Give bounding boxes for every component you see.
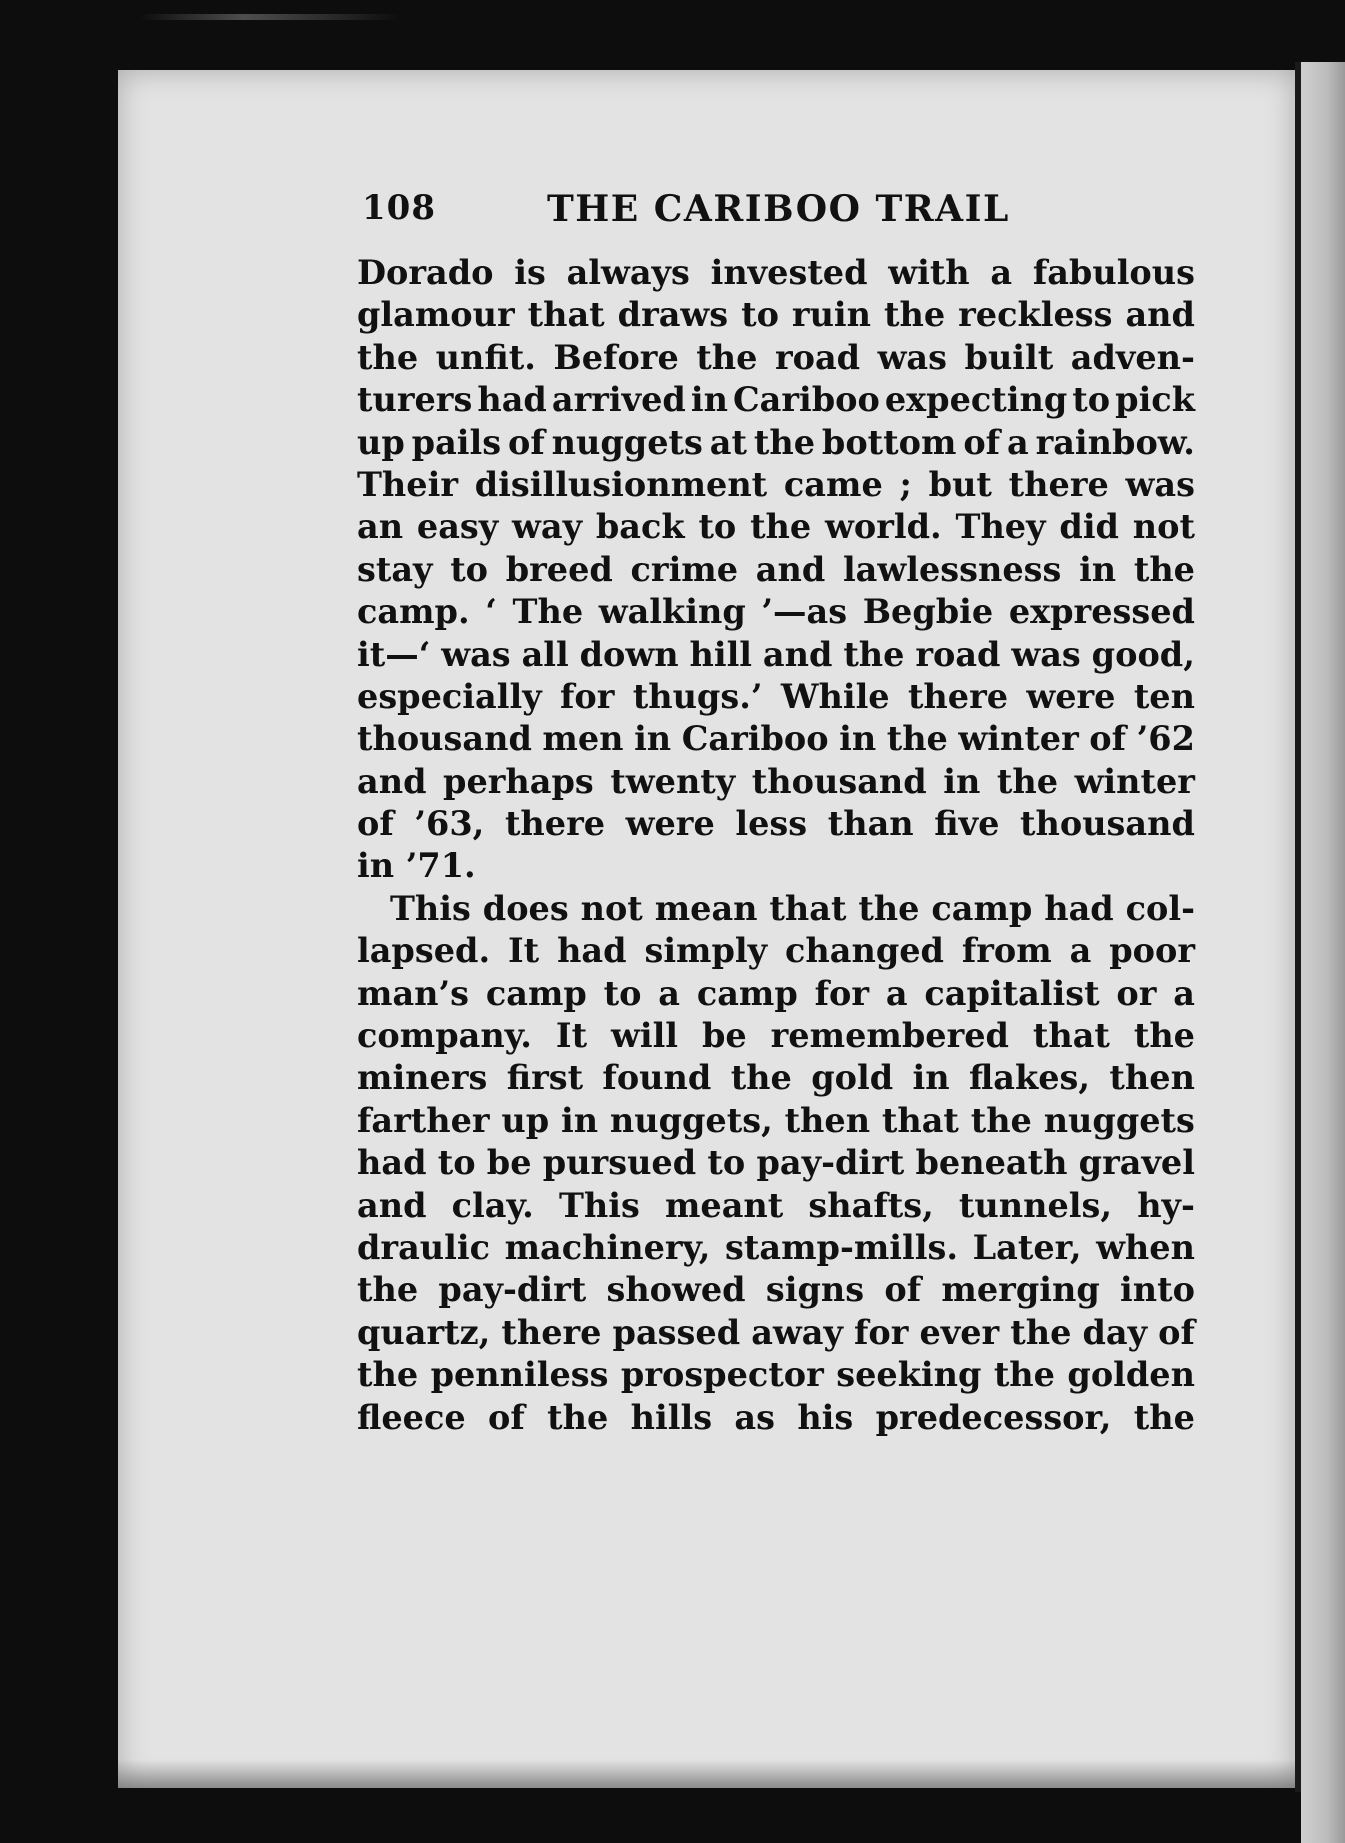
scan-smudge	[140, 14, 400, 20]
text-line: the unfit. Before the road was built adven-	[357, 337, 1195, 377]
page-edge-shadow	[1295, 62, 1301, 1792]
text-line: especially for thugs.’ While there were ten	[357, 676, 1195, 716]
text-line: man’s camp to a camp for a capitalist or a	[357, 973, 1195, 1013]
text-line: thousand men in Cariboo in the winter of ’62	[357, 719, 1195, 759]
text-line: in ’71.	[357, 846, 476, 886]
text-line: fleece of the hills as his predecessor, the	[357, 1397, 1195, 1437]
text-line: This does not mean that the camp had col-	[390, 888, 1195, 928]
text-line: and perhaps twenty thousand in the winter	[357, 761, 1195, 801]
text-line: Dorado is always invested with a fabulous	[357, 253, 1195, 292]
text-line: the pay-dirt showed signs of merging into	[357, 1270, 1195, 1310]
text-line: camp. ‘ The walking ’—as Begbie expressed	[357, 592, 1195, 632]
text-line: turers had arrived in Cariboo expecting to pick	[357, 380, 1195, 420]
text-line: farther up in nuggets, then that the nuggets	[357, 1100, 1195, 1140]
text-line: draulic machinery, stamp-mills. Later, when	[357, 1227, 1195, 1267]
text-line: up pails of nuggets at the bottom of a rainbow.	[357, 422, 1195, 462]
text-line: it—‘ was all down hill and the road was good,	[357, 634, 1195, 674]
page-header	[362, 188, 1012, 238]
text-line: lapsed. It had simply changed from a poor	[357, 931, 1195, 971]
body-text	[357, 252, 1195, 1439]
text-line: quartz, there passed away for ever the day of	[357, 1312, 1195, 1352]
facing-page-edge	[1301, 62, 1345, 1843]
running-head: THE CARIBOO TRAIL	[547, 188, 1010, 230]
text-line: had to be pursued to pay-dirt beneath gravel	[357, 1143, 1195, 1183]
text-line: of ’63, there were less than five thousand	[357, 804, 1195, 844]
text-line: an easy way back to the world. They did not	[357, 507, 1195, 547]
page-number: 108	[362, 188, 436, 228]
text-line: miners first found the gold in flakes, then	[357, 1058, 1195, 1098]
text-line: and clay. This meant shafts, tunnels, hy-	[357, 1185, 1195, 1225]
text-line: Their disillusionment came ; but there was	[357, 464, 1195, 504]
text-line: company. It will be remembered that the	[357, 1016, 1195, 1056]
text-line: stay to breed crime and lawlessness in the	[357, 549, 1195, 589]
text-line: glamour that draws to ruin the reckless and	[357, 295, 1195, 335]
text-line: the penniless prospector seeking the golden	[357, 1355, 1195, 1395]
page-bottom-shadow	[118, 1760, 1295, 1788]
